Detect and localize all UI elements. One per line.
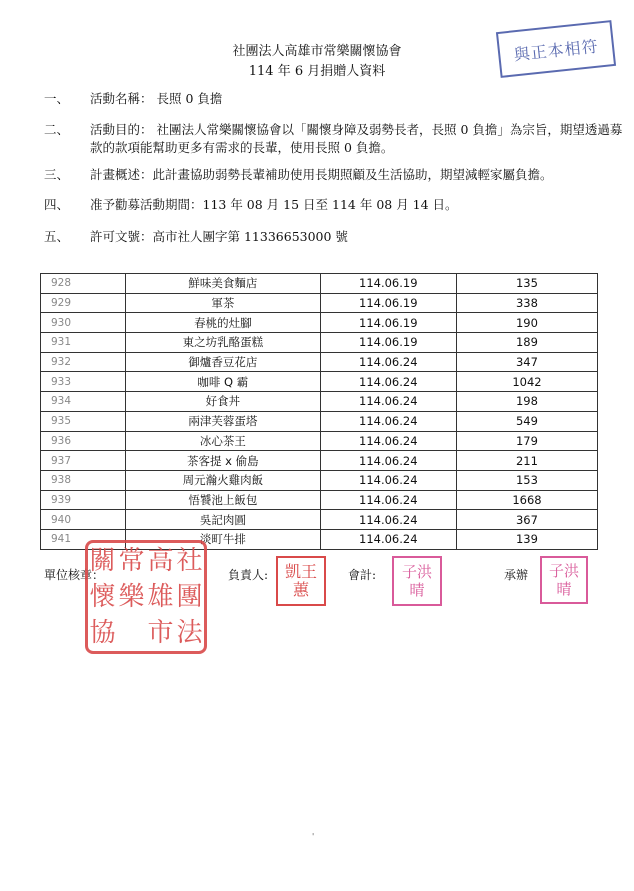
- donation-amount: 367: [456, 510, 597, 530]
- donation-date: 114.06.19: [320, 333, 456, 353]
- row-number: 936: [41, 431, 126, 451]
- seal-char: 關: [89, 546, 116, 576]
- seal-char: 市: [147, 618, 174, 648]
- table-row: [41, 510, 598, 530]
- donation-date: 114.06.24: [320, 411, 456, 431]
- donation-amount: 549: [456, 411, 597, 431]
- donor-name: 御爐香豆花店: [126, 352, 321, 372]
- donation-amount: 1668: [456, 490, 597, 510]
- donor-name: 吳記肉圓: [126, 510, 321, 530]
- seal-char: 雄: [147, 582, 174, 612]
- donation-date: 114.06.24: [320, 352, 456, 372]
- donation-amount: 190: [456, 313, 597, 333]
- donation-amount: 139: [456, 529, 597, 549]
- table-row: [41, 470, 598, 490]
- row-number: 940: [41, 510, 126, 530]
- section-text: 活動名稱： 長照 0 負擔: [90, 91, 223, 106]
- table-row: [41, 352, 598, 372]
- donation-date: 114.06.24: [320, 392, 456, 412]
- table-row: [41, 411, 598, 431]
- seal-char: 法: [176, 618, 203, 648]
- seal-char: 常: [118, 546, 145, 576]
- donation-date: 114.06.24: [320, 372, 456, 392]
- donation-amount: 347: [456, 352, 597, 372]
- donor-name: 鮮味美食麵店: [126, 274, 321, 294]
- section-number: 三、: [44, 167, 70, 182]
- donation-date: 114.06.24: [320, 490, 456, 510]
- donation-amount: 338: [456, 293, 597, 313]
- donation-date: 114.06.24: [320, 431, 456, 451]
- donor-name: 茶客提 x 偷島: [126, 451, 321, 471]
- responsible-label: 負責人:: [228, 568, 269, 582]
- seal-char: 懷: [89, 582, 116, 612]
- section-number: 四、: [44, 197, 70, 212]
- accounting-label: 會計:: [348, 568, 377, 582]
- table-row: [41, 372, 598, 392]
- table-row: [41, 274, 598, 294]
- seal-text: 子洪 晴: [401, 563, 432, 599]
- row-number: 937: [41, 451, 126, 471]
- donation-amount: 179: [456, 431, 597, 451]
- donation-amount: 211: [456, 451, 597, 471]
- section-text: 准予勸募活動期間：113 年 08 月 15 日至 114 年 08 月 14 日。: [90, 197, 458, 212]
- row-number: 929: [41, 293, 126, 313]
- donation-date: 114.06.24: [320, 451, 456, 471]
- donation-amount: 135: [456, 274, 597, 294]
- section-text: 活動目的： 社團法人常樂關懷協會以「關懷身障及弱勢長者，長照 0 負擔」為宗旨，期望透過募款的款項能幫助更多有需求的長輩，使用長照 0 負擔。: [90, 122, 623, 155]
- accounting-seal: [392, 556, 442, 606]
- donation-date: 114.06.24: [320, 529, 456, 549]
- donation-date: 114.06.19: [320, 313, 456, 333]
- section-text: 許可文號：高市社人團字第 11336653000 號: [90, 229, 348, 244]
- donation-amount: 189: [456, 333, 597, 353]
- copy-certified-stamp: 與正本相符: [496, 20, 616, 78]
- page-mark: ': [312, 832, 315, 841]
- donor-name: 淡町牛排: [126, 529, 321, 549]
- donation-amount: 153: [456, 470, 597, 490]
- row-number: 930: [41, 313, 126, 333]
- table-row: [41, 451, 598, 471]
- section-number: 二、: [44, 122, 70, 137]
- table-row: [41, 313, 598, 333]
- section-text: 計畫概述：此計畫協助弱勢長輩補助使用長期照顧及生活協助，期望減輕家屬負擔。: [90, 167, 553, 182]
- donation-amount: 1042: [456, 372, 597, 392]
- table-row: [41, 392, 598, 412]
- donation-date: 114.06.19: [320, 274, 456, 294]
- row-number: 931: [41, 333, 126, 353]
- donor-name: 兩津芙蓉蛋塔: [126, 411, 321, 431]
- handler-label: 承辦: [504, 568, 529, 582]
- responsible-seal: [276, 556, 326, 606]
- row-number: 938: [41, 470, 126, 490]
- seal-text: 子洪 晴: [548, 562, 579, 598]
- section-number: 五、: [44, 229, 70, 244]
- unit-approval-label: 單位核章：: [44, 568, 105, 582]
- donation-date: 114.06.24: [320, 510, 456, 530]
- donor-name: 東之坊乳酪蛋糕: [126, 333, 321, 353]
- table-row: [41, 333, 598, 353]
- donation-date: 114.06.24: [320, 470, 456, 490]
- donor-name: 軍茶: [126, 293, 321, 313]
- table-row: [41, 490, 598, 510]
- org-title: 社團法人高雄市常樂關懷協會: [232, 44, 402, 59]
- row-number: 932: [41, 352, 126, 372]
- seal-char: 樂: [118, 582, 145, 612]
- table-row: [41, 431, 598, 451]
- row-number: 941: [41, 529, 126, 549]
- donor-name: 冰心茶王: [126, 431, 321, 451]
- handler-seal: [540, 556, 588, 604]
- seal-char: 團: [176, 582, 203, 612]
- donor-name: 周元瀚火雞肉飯: [126, 470, 321, 490]
- donor-name: 好食丼: [126, 392, 321, 412]
- table-row: [41, 293, 598, 313]
- donation-amount: 198: [456, 392, 597, 412]
- row-number: 933: [41, 372, 126, 392]
- seal-text: 凱王 蕙: [284, 562, 317, 599]
- seal-char: 高: [147, 546, 174, 576]
- donation-date: 114.06.19: [320, 293, 456, 313]
- section-number: 一、: [44, 91, 70, 106]
- donor-name: 悟饕池上飯包: [126, 490, 321, 510]
- donor-name: 咖啡 Q 霸: [126, 372, 321, 392]
- donor-table: [40, 273, 598, 550]
- seal-char: 協: [89, 618, 116, 648]
- row-number: 939: [41, 490, 126, 510]
- row-number: 935: [41, 411, 126, 431]
- row-number: 934: [41, 392, 126, 412]
- document-subtitle: 114 年 6 月捐贈人資料: [248, 64, 386, 79]
- donor-name: 春桃的灶腳: [126, 313, 321, 333]
- organization-seal: [85, 540, 207, 654]
- seal-char: 社: [176, 546, 203, 576]
- row-number: 928: [41, 274, 126, 294]
